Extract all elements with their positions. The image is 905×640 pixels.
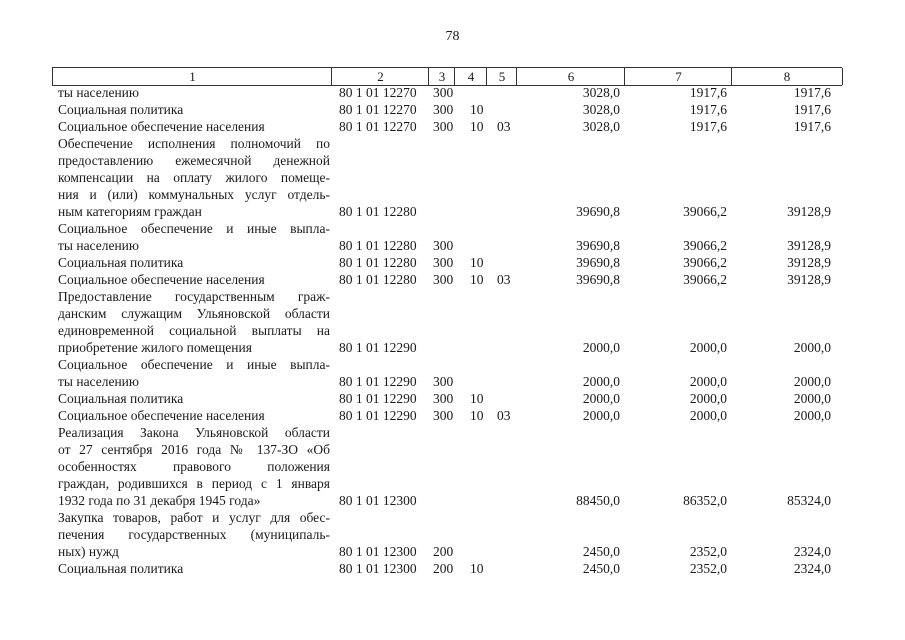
amount-col-7: 1917,6 [689, 85, 727, 100]
amount-col-6: 3028,0 [582, 85, 620, 100]
table-row [0, 220, 905, 237]
row-description: 1932 года по 31 декабря 1945 года» [58, 493, 261, 508]
amount-col-7: 39066,2 [683, 272, 727, 287]
amount-col-6: 2000,0 [582, 374, 620, 389]
row-description: единовременной социальной выплаты на [58, 323, 330, 338]
row-description: особенностях правового положения [58, 459, 330, 474]
expense-type-code: 300 [433, 85, 454, 100]
table-row [0, 237, 905, 254]
target-article-code: 80 1 01 12280 [339, 204, 417, 219]
header-col-8: 8 [731, 68, 843, 85]
amount-col-8: 1917,6 [793, 102, 831, 117]
subsection-code: 03 [497, 408, 511, 423]
row-description: Закупка товаров, работ и услуг для обес- [58, 510, 330, 525]
amount-col-6: 2000,0 [582, 340, 620, 355]
row-description: Социальное обеспечение населения [58, 119, 265, 134]
header-col-5: 5 [486, 68, 517, 85]
row-description: печения государственных (муниципаль- [58, 527, 330, 542]
table-row [0, 492, 905, 509]
row-description: ным категориям граждан [58, 204, 202, 219]
table-row [0, 305, 905, 322]
table-row [0, 356, 905, 373]
table-row [0, 169, 905, 186]
table-row [0, 288, 905, 305]
table-row [0, 152, 905, 169]
row-description: Предоставление государственным граж- [58, 289, 330, 304]
amount-col-7: 2000,0 [689, 340, 727, 355]
row-description: граждан, родившихся в период с 1 января [58, 476, 330, 491]
amount-col-7: 2352,0 [689, 561, 727, 576]
amount-col-7: 2000,0 [689, 408, 727, 423]
section-code: 10 [470, 272, 484, 287]
target-article-code: 80 1 01 12290 [339, 391, 417, 406]
section-code: 10 [470, 119, 484, 134]
table-row [0, 458, 905, 475]
row-description: предоставлению ежемесячной денежной [58, 153, 330, 168]
row-description: от 27 сентября 2016 года № 137-ЗО «Об [58, 442, 330, 457]
row-description: ния и (или) коммунальных услуг отдель- [58, 187, 330, 202]
row-description: Реализация Закона Ульяновской области [58, 425, 330, 440]
row-description: компенсации на оплату жилого помеще- [58, 170, 330, 185]
amount-col-8: 1917,6 [793, 119, 831, 134]
amount-col-6: 39690,8 [576, 238, 620, 253]
amount-col-8: 2000,0 [793, 340, 831, 355]
table-row [0, 101, 905, 118]
amount-col-8: 1917,6 [793, 85, 831, 100]
table-row [0, 203, 905, 220]
expense-type-code: 300 [433, 391, 454, 406]
table-row [0, 118, 905, 135]
table-row [0, 475, 905, 492]
row-description: Социальная политика [58, 102, 184, 117]
amount-col-6: 2000,0 [582, 408, 620, 423]
expense-type-code: 300 [433, 374, 454, 389]
target-article-code: 80 1 01 12300 [339, 561, 417, 576]
subsection-code: 03 [497, 119, 511, 134]
row-description: приобретение жилого помещения [58, 340, 252, 355]
amount-col-6: 3028,0 [582, 102, 620, 117]
section-code: 10 [470, 255, 484, 270]
table-row [0, 424, 905, 441]
row-description: Социальная политика [58, 391, 184, 406]
row-description: Социальная политика [58, 561, 184, 576]
amount-col-8: 39128,9 [787, 272, 831, 287]
target-article-code: 80 1 01 12280 [339, 272, 417, 287]
table-row [0, 271, 905, 288]
target-article-code: 80 1 01 12270 [339, 85, 417, 100]
section-code: 10 [470, 561, 484, 576]
table-row [0, 84, 905, 101]
table-row [0, 407, 905, 424]
subsection-code: 03 [497, 272, 511, 287]
amount-col-8: 39128,9 [787, 204, 831, 219]
row-description: ных) нужд [58, 544, 119, 559]
row-description: ты населению [58, 238, 139, 253]
row-description: Социальное обеспечение и иные выпла- [58, 221, 330, 236]
amount-col-7: 39066,2 [683, 238, 727, 253]
row-description: данским служащим Ульяновской области [58, 306, 330, 321]
target-article-code: 80 1 01 12280 [339, 255, 417, 270]
expense-type-code: 300 [433, 408, 454, 423]
amount-col-6: 2000,0 [582, 391, 620, 406]
amount-col-7: 2352,0 [689, 544, 727, 559]
target-article-code: 80 1 01 12300 [339, 544, 417, 559]
row-description: Социальное обеспечение и иные выпла- [58, 357, 330, 372]
amount-col-6: 39690,8 [576, 255, 620, 270]
table-row [0, 560, 905, 577]
amount-col-6: 3028,0 [582, 119, 620, 134]
amount-col-6: 88450,0 [576, 493, 620, 508]
row-description: Социальное обеспечение населения [58, 408, 265, 423]
table-row [0, 441, 905, 458]
table-row [0, 373, 905, 390]
amount-col-6: 2450,0 [582, 561, 620, 576]
table-row [0, 543, 905, 560]
header-col-6: 6 [516, 68, 625, 85]
section-code: 10 [470, 391, 484, 406]
table-row [0, 390, 905, 407]
table-row [0, 254, 905, 271]
target-article-code: 80 1 01 12300 [339, 493, 417, 508]
amount-col-8: 2000,0 [793, 391, 831, 406]
expense-type-code: 300 [433, 238, 454, 253]
row-description: Социальная политика [58, 255, 184, 270]
table-row [0, 135, 905, 152]
header-col-3: 3 [428, 68, 455, 85]
target-article-code: 80 1 01 12270 [339, 102, 417, 117]
amount-col-8: 39128,9 [787, 255, 831, 270]
amount-col-6: 39690,8 [576, 272, 620, 287]
table-row [0, 339, 905, 356]
amount-col-8: 2000,0 [793, 408, 831, 423]
header-col-2: 2 [331, 68, 429, 85]
target-article-code: 80 1 01 12290 [339, 408, 417, 423]
amount-col-7: 86352,0 [683, 493, 727, 508]
expense-type-code: 200 [433, 561, 454, 576]
expense-type-code: 300 [433, 272, 454, 287]
amount-col-8: 2324,0 [793, 544, 831, 559]
amount-col-7: 1917,6 [689, 119, 727, 134]
amount-col-6: 2450,0 [582, 544, 620, 559]
expense-type-code: 200 [433, 544, 454, 559]
amount-col-8: 2000,0 [793, 374, 831, 389]
target-article-code: 80 1 01 12290 [339, 374, 417, 389]
row-description: Обеспечение исполнения полномочий по [58, 136, 330, 151]
section-code: 10 [470, 408, 484, 423]
amount-col-8: 2324,0 [793, 561, 831, 576]
amount-col-7: 39066,2 [683, 255, 727, 270]
header-col-1: 1 [52, 68, 332, 85]
amount-col-7: 1917,6 [689, 102, 727, 117]
expense-type-code: 300 [433, 119, 454, 134]
table-row [0, 186, 905, 203]
amount-col-7: 39066,2 [683, 204, 727, 219]
row-description: ты населению [58, 374, 139, 389]
target-article-code: 80 1 01 12290 [339, 340, 417, 355]
table-row [0, 509, 905, 526]
table-row [0, 526, 905, 543]
row-description: Социальное обеспечение населения [58, 272, 265, 287]
amount-col-7: 2000,0 [689, 391, 727, 406]
header-col-4: 4 [454, 68, 487, 85]
amount-col-8: 39128,9 [787, 238, 831, 253]
table-row [0, 322, 905, 339]
header-col-7: 7 [624, 68, 732, 85]
amount-col-8: 85324,0 [787, 493, 831, 508]
amount-col-7: 2000,0 [689, 374, 727, 389]
row-description: ты населению [58, 85, 139, 100]
target-article-code: 80 1 01 12270 [339, 119, 417, 134]
page-number: 78 [445, 29, 460, 44]
expense-type-code: 300 [433, 255, 454, 270]
target-article-code: 80 1 01 12280 [339, 238, 417, 253]
amount-col-6: 39690,8 [576, 204, 620, 219]
expense-type-code: 300 [433, 102, 454, 117]
table-body [0, 84, 905, 577]
section-code: 10 [470, 102, 484, 117]
